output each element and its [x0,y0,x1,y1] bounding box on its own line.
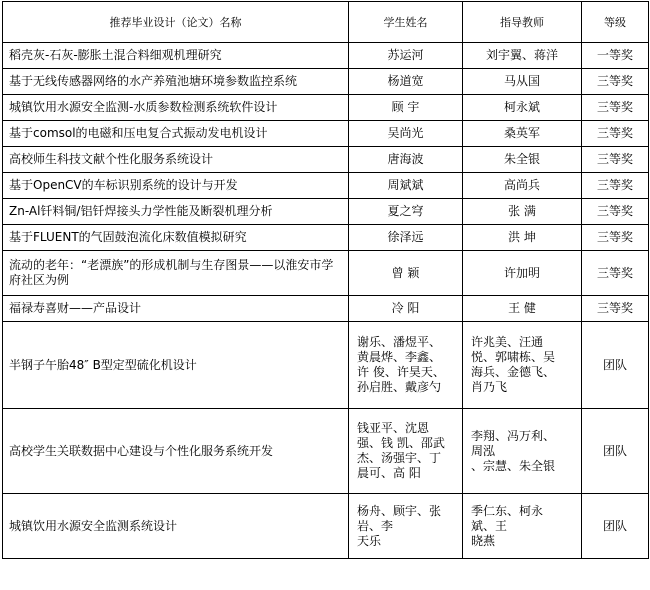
student-name: 徐泽远 [349,225,463,251]
table-row [3,409,649,494]
award-level: 三等奖 [582,251,649,296]
award-level: 团队 [582,409,649,494]
student-name: 杨道宽 [349,69,463,95]
table-header-row [3,2,649,43]
award-level: 三等奖 [582,173,649,199]
award-level: 一等奖 [582,43,649,69]
table-row [3,95,649,121]
award-level: 三等奖 [582,225,649,251]
header-student-name: 学生姓名 [349,2,463,43]
award-level: 三等奖 [582,296,649,322]
award-level: 三等奖 [582,199,649,225]
student-name: 顾 宇 [349,95,463,121]
table-row [3,225,649,251]
award-table [2,1,649,559]
advisor-name: 高尚兵 [463,173,582,199]
advisor-names: 李翔、冯万利、 周泓 、宗慧、朱全银 [463,409,582,494]
student-name: 夏之穹 [349,199,463,225]
thesis-title: 基于comsol的电磁和压电复合式振动发电机设计 [3,121,349,147]
award-level: 团队 [582,494,649,559]
advisor-name: 马从国 [463,69,582,95]
thesis-title: 城镇饮用水源安全监测系统设计 [3,494,349,559]
award-level: 三等奖 [582,95,649,121]
advisor-name: 张 满 [463,199,582,225]
award-level: 三等奖 [582,69,649,95]
student-names: 钱亚平、沈恩 强、钱 凯、邵武 杰、汤强宇、丁 晨可、高 阳 [349,409,463,494]
award-level: 三等奖 [582,121,649,147]
student-names: 杨舟、顾宇、张 岩、李 天乐 [349,494,463,559]
table-row [3,173,649,199]
header-thesis-title: 推荐毕业设计（论文）名称 [3,2,349,43]
advisor-names: 许兆美、汪通 悦、郭啸栋、吴 海兵、金德飞、 肖乃飞 [463,322,582,409]
advisor-name: 朱全银 [463,147,582,173]
student-name: 苏运河 [349,43,463,69]
thesis-title: Zn-Al钎料铜/铝钎焊接头力学性能及断裂机理分析 [3,199,349,225]
advisor-name: 洪 坤 [463,225,582,251]
table-row [3,322,649,409]
thesis-title: 基于无线传感器网络的水产养殖池塘环境参数监控系统 [3,69,349,95]
header-advisor: 指导教师 [463,2,582,43]
table-row [3,147,649,173]
thesis-title: 城镇饮用水源安全监测-水质参数检测系统软件设计 [3,95,349,121]
student-names: 谢乐、潘煜平、 黄晨烨、李鑫、 许 俊、许昊天、 孙启胜、戴彦勺 [349,322,463,409]
advisor-name: 柯永斌 [463,95,582,121]
thesis-title: 半钢子午胎48″ B型定型硫化机设计 [3,322,349,409]
advisor-name: 刘宇翼、蒋洋 [463,43,582,69]
advisor-names: 季仁东、柯永 斌、王 晓燕 [463,494,582,559]
award-level: 团队 [582,322,649,409]
award-level: 三等奖 [582,147,649,173]
student-name: 唐海波 [349,147,463,173]
thesis-title: 高校师生科技文献个性化服务系统设计 [3,147,349,173]
advisor-name: 王 健 [463,296,582,322]
thesis-title: 流动的老年：“老漂族”的形成机制与生存图景——以淮安市学府社区为例 [3,251,349,296]
advisor-name: 桑英军 [463,121,582,147]
table-row [3,251,649,296]
table-row [3,43,649,69]
student-name: 曾 颖 [349,251,463,296]
table-row [3,69,649,95]
table-row [3,121,649,147]
advisor-name: 许加明 [463,251,582,296]
thesis-title: 福禄寿喜财——产品设计 [3,296,349,322]
thesis-title: 基于OpenCV的车标识别系统的设计与开发 [3,173,349,199]
thesis-title: 高校学生关联数据中心建设与个性化服务系统开发 [3,409,349,494]
table-row [3,296,649,322]
table-row [3,199,649,225]
student-name: 周斌斌 [349,173,463,199]
student-name: 冷 阳 [349,296,463,322]
header-award-level: 等级 [582,2,649,43]
table-row [3,494,649,559]
thesis-title: 稻壳灰-石灰-膨胀土混合料细观机理研究 [3,43,349,69]
student-name: 吴尚光 [349,121,463,147]
thesis-title: 基于FLUENT的气固鼓泡流化床数值模拟研究 [3,225,349,251]
